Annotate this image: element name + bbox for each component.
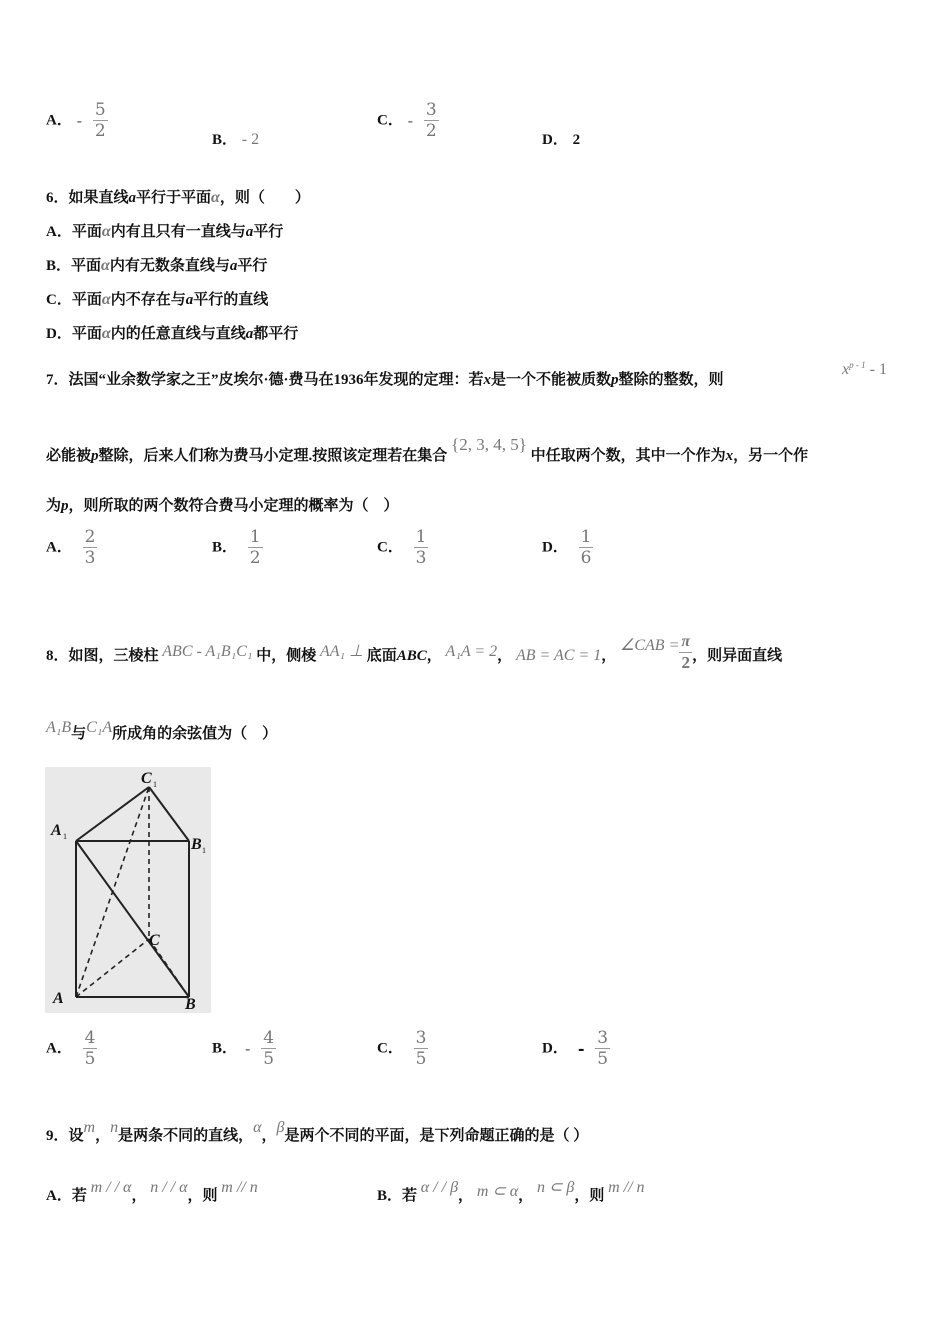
fraction: $\frac{1}{6}$ [580,527,592,568]
diagonal-a-c1-dashed [76,787,149,997]
fraction: $\frac{1}{3}$ [415,527,427,568]
fraction: $\frac{3}{5}$ [415,1028,427,1069]
q7-option-d: D． $\frac{1}{6}$ [542,527,592,568]
option-value: 2 [572,132,581,148]
q8-option-c: C． $\frac{3}{5}$ [377,1028,427,1069]
q8-option-d: D． - $\frac{3}{5}$ [542,1028,609,1069]
prism-diagram [45,767,211,1013]
q5-option-a [46,100,108,141]
q7-option-b: B． $\frac{1}{2}$ [212,527,261,568]
q6-option-b: B．平面α内有无数条直线与a平行 [46,257,268,274]
q9-stem: 9．设m，n是两条不同的直线，α，β是两个不同的平面，是下列命题正确的是（ ） [46,1119,589,1144]
fermat-formula: $x^{p - 1} - 1$ [842,360,887,378]
q6-option-d: D．平面α内的任意直线与直线a都平行 [46,325,299,342]
fraction: $\frac{2}{3}$ [84,527,96,568]
label-b1-sub: 1 [202,846,206,855]
fraction: $\frac{1}{2}$ [249,527,261,568]
option-value: - 2 [241,131,260,148]
fraction: $\frac{4}{5}$ [263,1028,275,1069]
option-label: C． [377,112,403,129]
fraction: $\frac{3}{2}$ [425,100,437,141]
q7-stem-line3: 为p，则所取的两个数符合费马小定理的概率为（ ） [46,498,399,514]
label-c: C [149,932,160,949]
q6-option-c: C．平面α内不存在与a平行的直线 [46,291,269,308]
label-a: A [53,990,64,1007]
q6-stem: 6．如果直线a平行于平面α，则（ ） [46,189,310,206]
fraction: $\frac{\pi}{2}$ [681,633,691,672]
fraction: $\frac{3}{5}$ [597,1028,609,1069]
minus-sign: - [76,111,83,130]
label-b: B [185,996,196,1013]
edge-c1-b1 [149,787,189,841]
option-label: A． [46,112,72,129]
label-c1-sub: 1 [153,780,157,789]
q9-option-b: B．若 α / / β， m ⊂ α， n ⊂ β，则 m // n [377,1179,645,1204]
label-a1-sub: 1 [63,832,67,841]
edge-a1-c1 [76,787,149,841]
minus-sign: - [407,111,414,130]
edge-a-c-dashed [76,939,149,997]
label-b1: B [191,836,202,853]
prism-figure [45,767,211,1013]
q7-stem-line1: 7．法国“业余数学家之王”皮埃尔·德·费马在1936年发现的定理：若x是一个不能被质数p整除的整数，则 [46,372,724,388]
q9-option-a: A．若 m / / α， n / / α，则 m // n [46,1179,258,1204]
option-label: B． [212,132,238,148]
q8-stem-line1: 8．如图，三棱柱 ABC - A₁B₁C₁ 中，侧棱 AA₁ ⊥ 底面ABC， A₁A = 2， AB = AC = 1， ∠CAB = $\frac{\pi}{2}$ ，则异面直线 [46,633,783,672]
q7-option-c: C． $\frac{1}{3}$ [377,527,427,568]
diagonal-a1-b [76,841,189,997]
fraction: $\frac{5}{2}$ [94,100,106,141]
fraction: $\frac{4}{5}$ [84,1028,96,1069]
label-a1: A [51,822,62,839]
q8-option-b: B． - $\frac{4}{5}$ [212,1028,275,1069]
q5-option-d [542,128,580,149]
q8-option-a: A． $\frac{4}{5}$ [46,1028,96,1069]
q6-option-a: A．平面α内有且只有一直线与a平行 [46,223,284,240]
label-c1: C [141,770,152,787]
q5-option-b [212,128,259,149]
q8-stem-line2: A₁B与C₁A所成角的余弦值为（ ） [46,719,278,742]
option-label: D． [542,132,568,148]
q7-stem-line2: 必能被p整除，后来人们称为费马小定理.按照该定理若在集合 {2, 3, 4, 5} 中任取两个数，其中一个作为x，另一个作 [46,435,809,464]
q5-option-c [377,100,439,141]
set-expression: {2, 3, 4, 5} [451,435,527,454]
q7-option-a: A． $\frac{2}{3}$ [46,527,96,568]
